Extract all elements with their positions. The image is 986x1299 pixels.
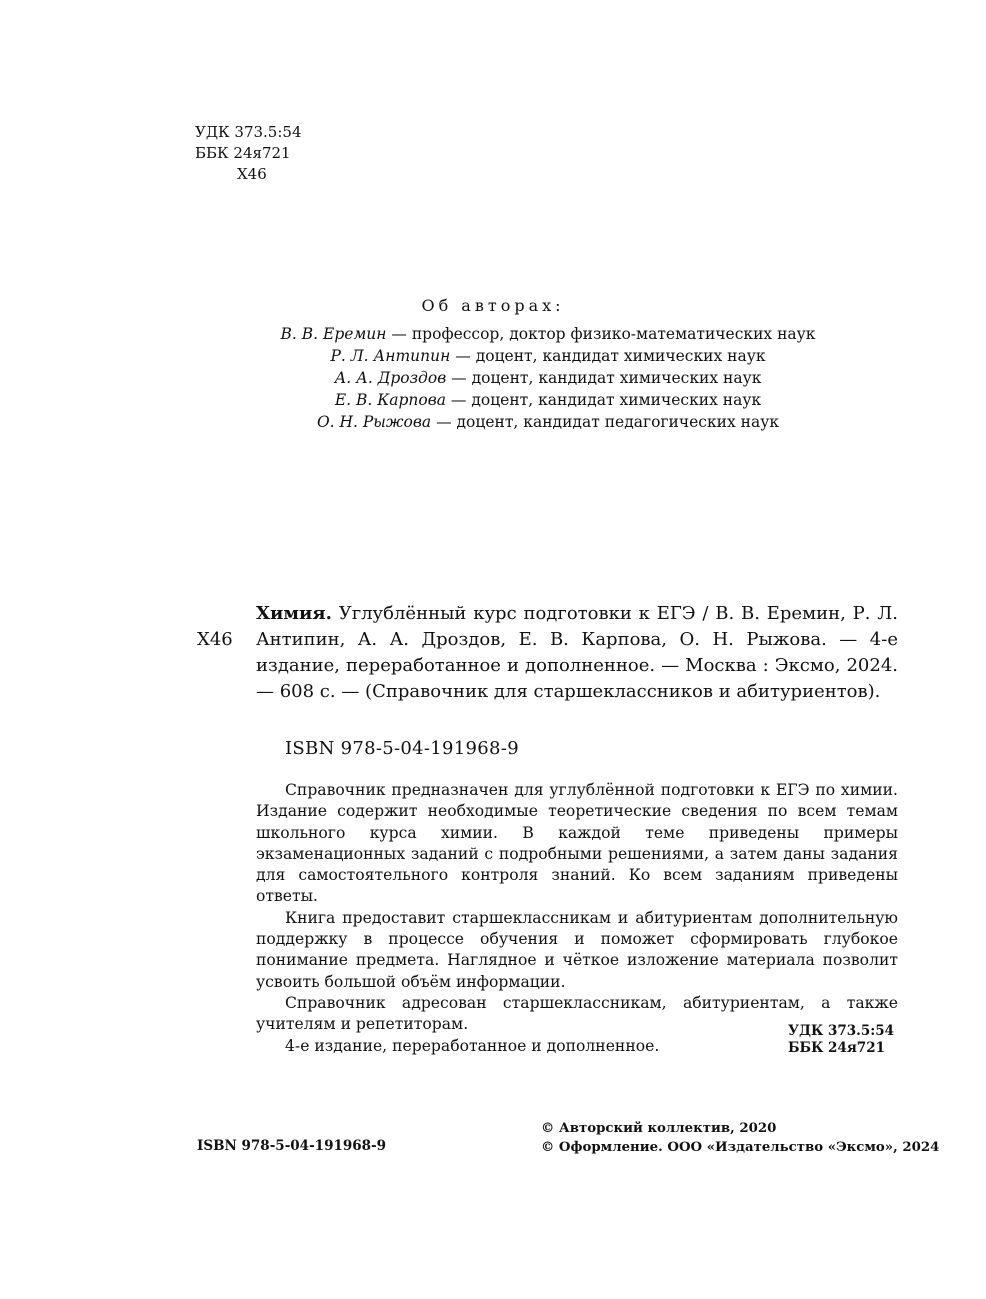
author-mark: Х46 [237, 165, 267, 183]
classification-codes-bottom [700, 1023, 893, 1057]
author-line [0, 345, 986, 367]
author-line [0, 323, 986, 345]
bibliographic-text: Углублённый курс подготовки к ЕГЭ / В. В. Еремин, Р. Л. Антипин, А. А. Дроздов, Е. В. Карпова, О. Н. Рыжова. — 4-е издание, переработанное и дополненное. — Москва : Эксмо, 2024. — 608 с. — (Справочник для старшеклассников и абитуриентов). [256, 603, 898, 702]
author-name: Е. В. Карпова [334, 391, 446, 409]
author-role: — доцент, кандидат химических наук [450, 347, 766, 365]
edition-note: 4-е издание, переработанное и дополненное. [285, 1036, 660, 1055]
annotation-paragraph: Справочник адресован старшеклассникам, абитуриентам, а также учителям и репетиторам. [256, 993, 898, 1034]
annotation [256, 780, 898, 1057]
bbk-code: ББК 24я721 [195, 144, 291, 162]
udk-code: УДК 373.5:54 [195, 123, 302, 141]
copyright-block [541, 1119, 939, 1157]
bibliographic-description [256, 601, 898, 705]
author-name: О. Н. Рыжова [316, 413, 432, 431]
author-name: А. А. Дроздов [334, 369, 447, 387]
author-line [0, 411, 986, 433]
author-role: — доцент, кандидат химических наук [446, 369, 762, 387]
udk-code-bottom: УДК 373.5:54 [788, 1023, 894, 1039]
authors-list [0, 323, 986, 433]
book-title-lead: Химия. [256, 603, 332, 624]
author-role: — доцент, кандидат химических наук [445, 391, 762, 409]
bibliographic-author-mark: Х46 [197, 629, 233, 650]
copyright-authors: © Авторский коллектив, 2020 [541, 1121, 777, 1136]
isbn-main: ISBN 978-5-04-191968-9 [285, 738, 519, 759]
bbk-code-bottom: ББК 24я721 [788, 1040, 885, 1056]
authors-heading: Об авторах: [421, 296, 565, 315]
author-line [0, 389, 986, 411]
author-name: В. В. Еремин [280, 325, 387, 343]
annotation-paragraph: Книга предоставит старшеклассникам и абитуриентам дополнительную поддержку в процессе обучения и поможет сформировать глубокое понимание предмета. Наглядное и чёткое изложение материала позволит усвоить большой объём информации. [256, 908, 898, 991]
author-line [0, 367, 986, 389]
author-role: — профессор, доктор физико-математических наук [386, 325, 816, 343]
classification-codes-top [195, 122, 302, 185]
annotation-paragraph: Справочник предназначен для углублённой подготовки к ЕГЭ по химии. Издание содержит необходимые теоретические сведения по всем темам школьного курса химии. В каждой теме приведены примеры экзаменационных заданий с подробными решениями, а затем даны задания для самостоятельного контроля знаний. Ко всем заданиям приведены ответы. [256, 781, 898, 906]
author-role: — доцент, кандидат педагогических наук [431, 413, 780, 431]
copyright-design: © Оформление. ООО «Издательство «Эксмо», 2024 [541, 1140, 940, 1155]
isbn-footer: ISBN 978-5-04-191968-9 [197, 1138, 387, 1154]
author-name: Р. Л. Антипин [330, 347, 451, 365]
